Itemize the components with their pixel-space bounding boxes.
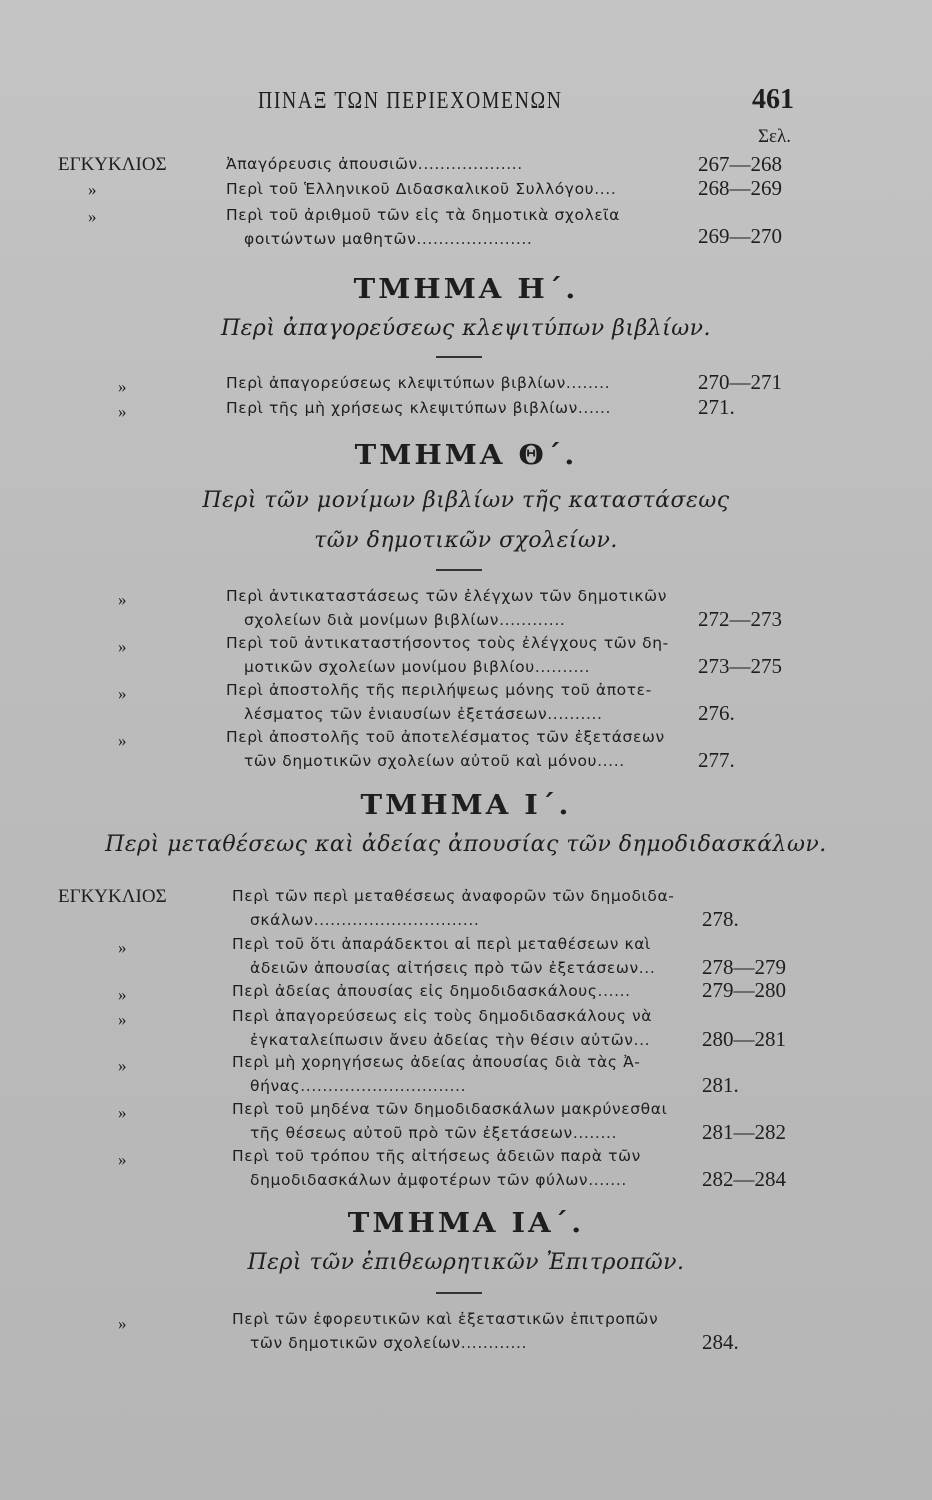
entry-pages: 270—271 — [698, 370, 782, 394]
divider — [436, 356, 482, 358]
ditto-mark: » — [118, 1314, 127, 1333]
entry-pages: 272—273 — [698, 607, 782, 631]
entry-text: Περὶ τοῦ ἀριθμοῦ τῶν εἰς τὰ δημοτικὰ σχολεῖα φοιτώντων μαθητῶν..................... — [226, 206, 620, 248]
entry-type: ΕΓΚΥΚΛΙΟΣ — [58, 886, 167, 907]
pages-column-label: Σελ. — [758, 126, 791, 147]
entry-text: Περὶ ἀποστολῆς τῆς περιλήψεως μόνης τοῦ ἀποτε- λέσματος τῶν ἐνιαυσίων ἐξετάσεων.......... — [226, 681, 652, 723]
section-title: ΤΜΗΜΑ ΙΑ΄. — [347, 1207, 585, 1239]
section-subtitle: Περὶ μεταθέσεως καὶ ἀδείας ἀπουσίας τῶν δημοδιδασκάλων. — [105, 832, 827, 857]
ditto-mark: » — [88, 207, 97, 226]
entry-text: Περὶ τῆς μὴ χρήσεως κλεψιτύπων βιβλίων...... — [226, 399, 612, 417]
ditto-mark: » — [118, 590, 127, 609]
ditto-mark: » — [118, 1103, 127, 1122]
entry-pages: 269—270 — [698, 224, 782, 248]
entry-pages: 281—282 — [702, 1120, 786, 1144]
ditto-mark: » — [118, 985, 127, 1004]
entry-text: Περὶ ἀποστολῆς τοῦ ἀποτελέσματος τῶν ἐξετάσεων τῶν δημοτικῶν σχολείων αὐτοῦ καὶ μόνου..... — [226, 728, 665, 770]
entry-text: Περὶ τῶν περὶ μεταθέσεως ἀναφορῶν τῶν δημοδιδα- σκάλων.............................. — [232, 887, 675, 929]
section-subtitle: τῶν δημοτικῶν σχολείων. — [314, 528, 618, 553]
entry-text: Περὶ τοῦ ἀντικαταστήσοντος τοὺς ἐλέγχους τῶν δη- μοτικῶν σχολείων μονίμου βιβλίου.......... — [226, 634, 669, 676]
entry-type: ΕΓΚΥΚΛΙΟΣ — [58, 154, 167, 175]
entry-pages: 276. — [698, 701, 735, 725]
entry-pages: 279—280 — [702, 978, 786, 1002]
entry-text: Περὶ τοῦ Ἑλληνικοῦ Διδασκαλικοῦ Συλλόγου.... — [226, 180, 617, 198]
divider — [436, 1292, 482, 1294]
ditto-mark: » — [118, 377, 127, 396]
entry-text: Ἀπαγόρευσις ἀπουσιῶν................... — [226, 155, 523, 173]
entry-pages: 278. — [702, 907, 739, 931]
entry-text: Περὶ ἀπαγορεύσεως εἰς τοὺς δημοδιδασκάλους νὰ ἐγκαταλείπωσιν ἄνευ ἀδείας τὴν θέσιν αὐτῶν... — [232, 1007, 653, 1049]
entry-text: Περὶ τοῦ τρόπου τῆς αἰτήσεως ἀδειῶν παρὰ τῶν δημοδιδασκάλων ἀμφοτέρων τῶν φύλων....... — [232, 1147, 641, 1189]
entry-pages: 273—275 — [698, 654, 782, 678]
ditto-mark: » — [118, 1056, 127, 1075]
section-title: ΤΜΗΜΑ Η΄. — [353, 273, 579, 305]
entry-text: Περὶ ἀπαγορεύσεως κλεψιτύπων βιβλίων........ — [226, 374, 611, 392]
ditto-mark: » — [118, 684, 127, 703]
entry-pages: 278—279 — [702, 955, 786, 979]
entry-pages: 280—281 — [702, 1027, 786, 1051]
entry-pages: 268—269 — [698, 176, 782, 200]
entry-pages: 281. — [702, 1073, 739, 1097]
section-subtitle: Περὶ τῶν ἐπιθεωρητικῶν Ἐπιτροπῶν. — [247, 1250, 685, 1275]
section-subtitle: Περὶ τῶν μονίμων βιβλίων τῆς καταστάσεως — [202, 488, 730, 513]
section-title: ΤΜΗΜΑ Ι΄. — [360, 789, 572, 821]
running-title: ΠΙΝΑΞ ΤΩΝ ΠΕΡΙΕΧΟΜΕΝΩΝ — [258, 88, 563, 114]
entry-pages: 284. — [702, 1330, 739, 1354]
ditto-mark: » — [88, 180, 97, 199]
ditto-mark: » — [118, 637, 127, 656]
entry-pages: 271. — [698, 395, 735, 419]
section-subtitle: Περὶ ἀπαγορεύσεως κλεψιτύπων βιβλίων. — [220, 316, 712, 341]
entry-text: Περὶ τοῦ μηδένα τῶν δημοδιδασκάλων μακρύνεσθαι τῆς θέσεως αὐτοῦ πρὸ τῶν ἐξετάσεων........ — [232, 1100, 668, 1142]
entry-text: Περὶ τῶν ἐφορευτικῶν καὶ ἐξεταστικῶν ἐπιτροπῶν τῶν δημοτικῶν σχολείων............ — [232, 1310, 659, 1352]
ditto-mark: » — [118, 731, 127, 750]
page-number: 461 — [752, 84, 794, 115]
ditto-mark: » — [118, 402, 127, 421]
section-title: ΤΜΗΜΑ Θ΄. — [354, 439, 578, 471]
entry-pages: 267—268 — [698, 152, 782, 176]
entry-text: Περὶ ἀντικαταστάσεως τῶν ἐλέγχων τῶν δημοτικῶν σχολείων διὰ μονίμων βιβλίων............ — [226, 587, 667, 629]
entry-text: Περὶ μὴ χορηγήσεως ἀδείας ἀπουσίας διὰ τὰς Ἀ- θήνας.............................. — [232, 1053, 641, 1095]
entry-pages: 277. — [698, 748, 735, 772]
ditto-mark: » — [118, 1010, 127, 1029]
entry-text: Περὶ ἀδείας ἀπουσίας εἰς δημοδιδασκάλους...... — [232, 982, 631, 1000]
entry-pages: 282—284 — [702, 1167, 786, 1191]
entry-text: Περὶ τοῦ ὅτι ἀπαράδεκτοι αἱ περὶ μεταθέσεων καὶ ἀδειῶν ἀπουσίας αἰτήσεις πρὸ τῶν ἐξετάσεων... — [232, 935, 656, 977]
ditto-mark: » — [118, 938, 127, 957]
ditto-mark: » — [118, 1150, 127, 1169]
divider — [436, 569, 482, 571]
